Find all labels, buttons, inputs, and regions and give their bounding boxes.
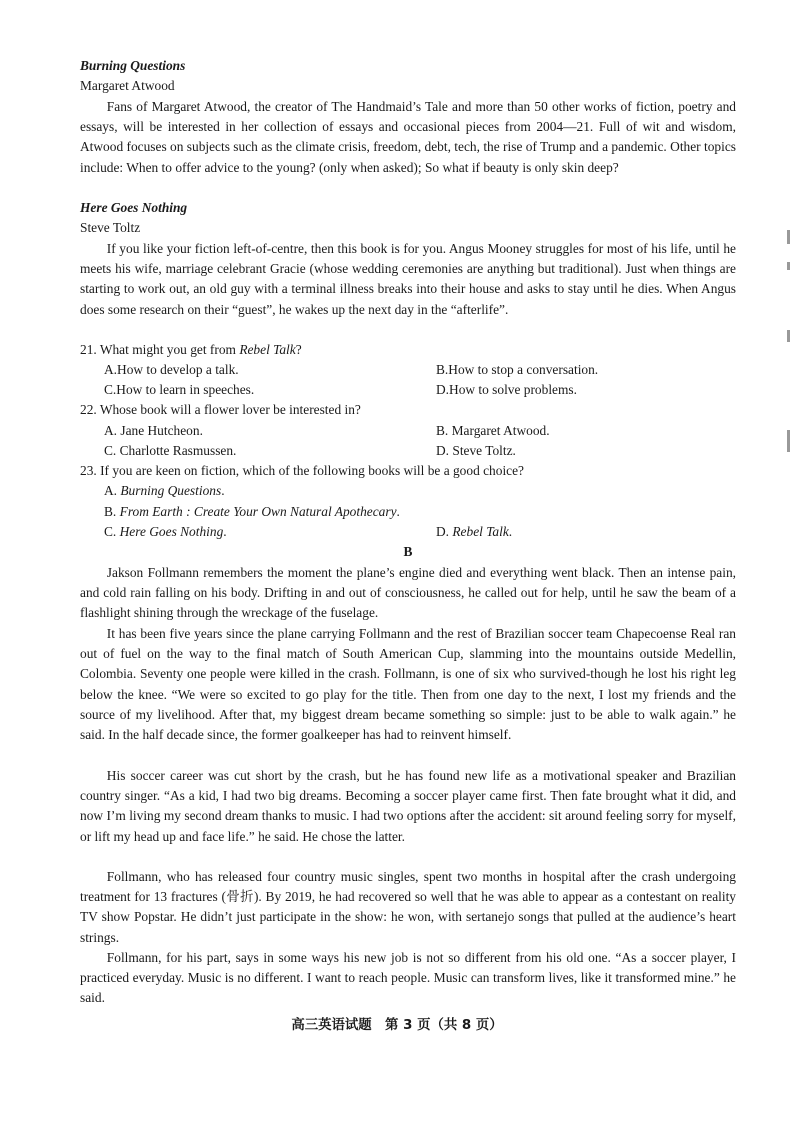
option-b: B. From Earth : Create Your Own Natural Apothecary.: [104, 504, 400, 519]
option-c: C. Charlotte Rasmussen.: [104, 443, 237, 458]
book-description: Fans of Margaret Atwood, the creator of The Handmaid’s Tale and more than 50 other works of fiction, poetry and essays, will be interested in her collection of essays and occasional pieces from 2004—21. Full of wit and wisdom, Atwood focuses on subjects such as the climate crisis, freedom, debt, tech, the rise of Trump and a pandemic. Other topics include: When to offer advice to the young? (only when asked); So what if beauty is only skin deep?: [80, 99, 736, 175]
question-stem: 23. If you are keen on fiction, which of the following books will be a good choice?: [80, 463, 525, 478]
passage-paragraph: It has been five years since the plane carrying Follmann and the rest of Brazilian soccer team Chapecoense Real ran out of fuel on the way to the final match of South American Cup, slamming into the mountains outside Medellin, Colombia. Seventy one people were killed in the crash. Follmann, is one of six who survived-though he lost his right leg below the knee. “We were so excited to go play for the title. Then from one day to the next, I lost my friends and the source of my livelihood. After that, my biggest dream became something so simple: just to be able to walk again.” he said. In the half decade since, the former goalkeeper has had to reinvent himself.: [80, 626, 736, 743]
scan-edge-mark: [787, 430, 790, 452]
option-d: D. Rebel Talk.: [436, 524, 513, 539]
question-stem: [80, 340, 302, 360]
scan-edge-mark: [787, 262, 790, 270]
option-a: A.How to develop a talk.: [104, 362, 239, 377]
option-d: D. Steve Toltz.: [436, 443, 516, 458]
option-c: C. Here Goes Nothing.: [104, 524, 227, 539]
book-title: Here Goes Nothing: [80, 200, 188, 215]
book-description: If you like your fiction left-of-centre, then this book is for you. Angus Mooney struggles for most of his life, until he meets his wife, marriage celebrant Gracie (whose wedding ceremonies are anything but traditional). Just when things are starting to work out, an old guy with a terminal illness breaks into their house and asks to stay until he dies. When Angus does some research on their “guest”, he wakes up the next day in the “afterlife”.: [80, 241, 736, 317]
option-b: B. Margaret Atwood.: [436, 423, 550, 438]
question-stem-suffix: ?: [295, 342, 302, 357]
option-c: C.How to learn in speeches.: [104, 382, 255, 397]
passage-paragraph: Follmann, who has released four country music singles, spent two months in hospital after the crash undergoing treatment for 13 fractures (骨折). By 2019, he had recovered so well that he was able to appear as a contestant on reality TV show Popstar. He didn’t just participate in the show: he won, with sertanejo songs that pulled at the audience’s heart strings.: [80, 869, 736, 945]
option-a: A. Burning Questions.: [104, 483, 225, 498]
option-label: B.: [104, 504, 120, 519]
option-title: Rebel Talk: [452, 524, 509, 539]
option-title: From Earth : Create Your Own Natural Apothecary: [119, 504, 397, 519]
passage-paragraph: His soccer career was cut short by the crash, but he has found new life as a motivational speaker and Brazilian country singer. “As a kid, I had two big dreams. Becoming a soccer player came first. Then fate brought what it did, and now I’m living my second dream thanks to music. I had two options after the accident: sit around feeling sorry for myself, or lift my head up and face life.” he said. He chose the latter.: [80, 768, 736, 844]
question-stem-text: 21. What might you get from: [80, 342, 240, 357]
passage-paragraph: Jakson Follmann remembers the moment the plane’s engine died and everything went black. Then an intense pain, and cold rain falling on his body. Drifting in and out of consciousness, he called out for help, until he saw the beam of a flashlight shining through the wreckage of the fuselage.: [80, 565, 736, 621]
passage-paragraph: Follmann, for his part, says in some ways his new job is not so different from his old one. “As a soccer player, I practiced everyday. Music is no different. I want to reach people. Music can transform lives, like it transformed mine.” he said.: [80, 950, 736, 1006]
option-label: D.: [436, 524, 453, 539]
option-label: C.: [104, 524, 120, 539]
scan-edge-mark: [787, 230, 790, 244]
question-stem-title: Rebel Talk: [239, 342, 296, 357]
scan-edge-mark: [787, 330, 790, 342]
book-author: Steve Toltz: [80, 220, 141, 235]
book-title: Burning Questions: [80, 58, 186, 73]
option-title: Here Goes Nothing: [119, 524, 224, 539]
section-heading: B: [403, 544, 413, 559]
option-d: D.How to solve problems.: [436, 382, 577, 397]
option-b: B.How to stop a conversation.: [436, 362, 599, 377]
option-a: A. Jane Hutcheon.: [104, 423, 203, 438]
question-stem: 22. Whose book will a flower lover be interested in?: [80, 402, 361, 417]
book-author: Margaret Atwood: [80, 78, 175, 93]
page-footer: 高三英语试题 第 3 页（共 8 页）: [291, 1018, 503, 1033]
option-label: A.: [104, 483, 121, 498]
option-title: Burning Questions: [120, 483, 222, 498]
